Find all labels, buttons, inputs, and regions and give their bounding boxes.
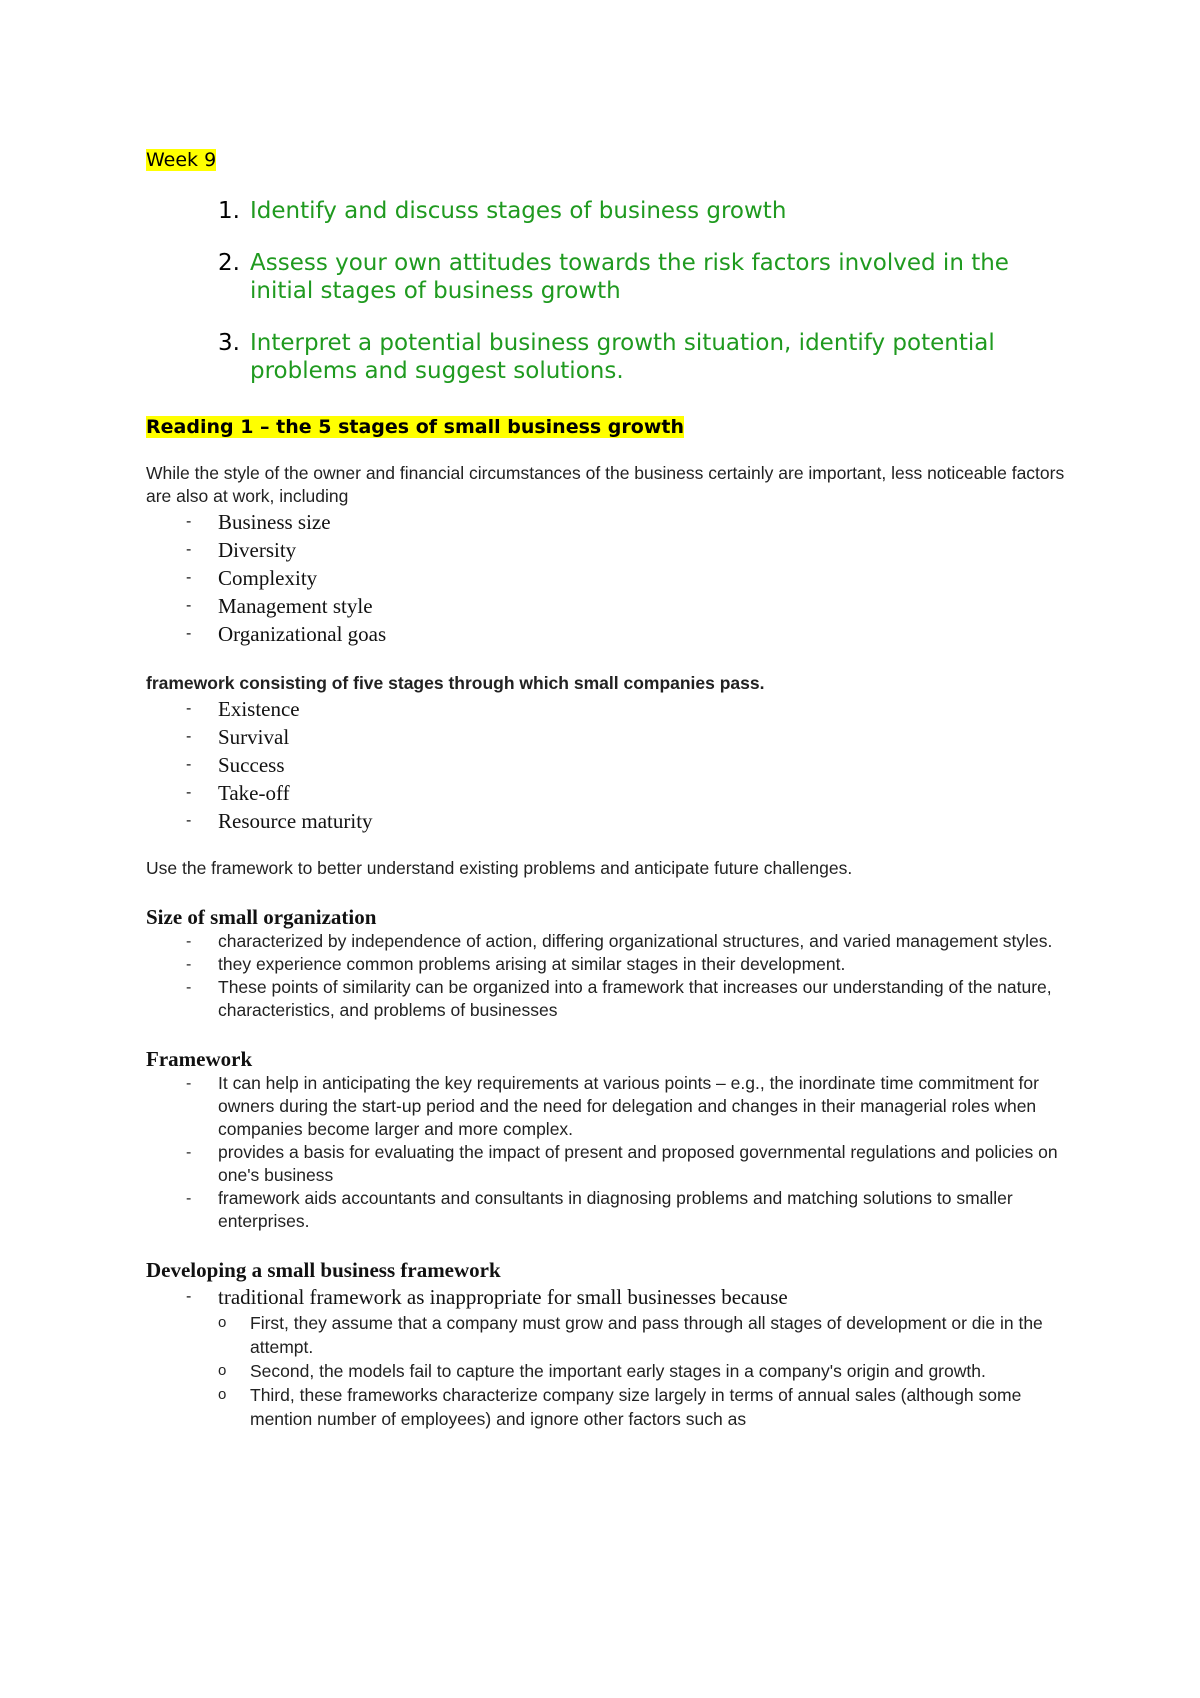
list-item bbox=[186, 1072, 1076, 1141]
dash-marker: - bbox=[186, 569, 192, 586]
intro-paragraph: While the style of the owner and financial circumstances of the business certainly are important, less noticeable factors are also at work, including bbox=[146, 463, 1065, 506]
list-item bbox=[186, 1283, 1076, 1311]
list-item-text: Success bbox=[218, 753, 285, 777]
dash-marker: - bbox=[186, 756, 192, 773]
list-item-text: Diversity bbox=[218, 538, 297, 562]
developing-list bbox=[186, 1283, 1076, 1311]
dash-marker: - bbox=[186, 933, 192, 950]
objective-item bbox=[218, 249, 1076, 305]
list-item-text: Management style bbox=[218, 594, 373, 618]
dash-marker: - bbox=[186, 1075, 192, 1092]
list-item bbox=[186, 751, 1076, 779]
framework-heading: Framework bbox=[146, 1047, 253, 1071]
list-item-text: provides a basis for evaluating the impact of present and proposed governmental regulations and policies on one's business bbox=[218, 1142, 1058, 1185]
framework-points-list bbox=[186, 1072, 1076, 1233]
size-heading: Size of small organization bbox=[146, 905, 377, 929]
sub-list-item bbox=[218, 1383, 1076, 1431]
sub-marker: o bbox=[218, 1362, 227, 1379]
list-item bbox=[186, 592, 1076, 620]
objective-item bbox=[218, 197, 1076, 225]
sub-marker: o bbox=[218, 1314, 227, 1331]
developing-sub-list bbox=[218, 1311, 1076, 1431]
sub-list-item-text: Second, the models fail to capture the important early stages in a company's origin and growth. bbox=[250, 1361, 986, 1381]
list-item-text: characterized by independence of action, differing organizational structures, and varied management styles. bbox=[218, 931, 1053, 951]
list-item-text: Survival bbox=[218, 725, 290, 749]
dash-marker: - bbox=[186, 784, 192, 801]
objective-text: Identify and discuss stages of business growth bbox=[250, 198, 787, 224]
developing-heading: Developing a small business framework bbox=[146, 1258, 501, 1282]
week-heading bbox=[146, 148, 1076, 173]
list-item bbox=[186, 695, 1076, 723]
list-item-text: It can help in anticipating the key requirements at various points – e.g., the inordinate time commitment for owners during the start-up period and the need for delegation and changes in their managerial roles when companies become larger and more complex. bbox=[218, 1073, 1039, 1139]
objective-number: 3. bbox=[218, 330, 240, 356]
list-item-text: Existence bbox=[218, 697, 300, 721]
dash-marker: - bbox=[186, 597, 192, 614]
sub-list-item bbox=[218, 1311, 1076, 1359]
dash-marker: - bbox=[186, 979, 192, 996]
list-item-text: These points of similarity can be organized into a framework that increases our understanding of the nature, characteristics, and problems of businesses bbox=[218, 977, 1052, 1020]
dash-marker: - bbox=[186, 1190, 192, 1207]
reading-heading bbox=[146, 415, 1076, 440]
week-label: Week 9 bbox=[146, 149, 217, 171]
sub-list-item-text: First, they assume that a company must grow and pass through all stages of development or die in the attempt. bbox=[250, 1313, 1043, 1357]
dash-marker: - bbox=[186, 1288, 192, 1305]
sub-marker: o bbox=[218, 1386, 227, 1403]
list-item bbox=[186, 723, 1076, 751]
sub-list-item bbox=[218, 1359, 1076, 1383]
list-item bbox=[186, 564, 1076, 592]
list-item bbox=[186, 536, 1076, 564]
list-item-text: framework aids accountants and consultants in diagnosing problems and matching solutions to smaller enterprises. bbox=[218, 1188, 1013, 1231]
dash-marker: - bbox=[186, 956, 192, 973]
objective-number: 2. bbox=[218, 250, 240, 276]
list-item bbox=[186, 1187, 1076, 1233]
document-content bbox=[146, 148, 1076, 1431]
list-item bbox=[186, 976, 1076, 1022]
framework-intro: framework consisting of five stages through which small companies pass. bbox=[146, 673, 765, 693]
dash-marker: - bbox=[186, 541, 192, 558]
list-item-text: Business size bbox=[218, 510, 331, 534]
list-item-text: Resource maturity bbox=[218, 809, 373, 833]
stages-list bbox=[186, 695, 1076, 835]
list-item bbox=[186, 779, 1076, 807]
list-item bbox=[186, 508, 1076, 536]
use-framework-paragraph: Use the framework to better understand existing problems and anticipate future challenges. bbox=[146, 858, 853, 878]
list-item-text: they experience common problems arising at similar stages in their development. bbox=[218, 954, 846, 974]
list-item-text: Take-off bbox=[218, 781, 290, 805]
list-item bbox=[186, 807, 1076, 835]
list-item-text: Complexity bbox=[218, 566, 318, 590]
list-item bbox=[186, 930, 1076, 953]
factors-list bbox=[186, 508, 1076, 648]
dash-marker: - bbox=[186, 812, 192, 829]
sub-list-item-text: Third, these frameworks characterize company size largely in terms of annual sales (although some mention number of employees) and ignore other factors such as bbox=[250, 1385, 1022, 1429]
reading-title: Reading 1 – the 5 stages of small business growth bbox=[146, 416, 684, 438]
size-points-list bbox=[186, 930, 1076, 1022]
objective-text: Interpret a potential business growth situation, identify potential problems and suggest solutions. bbox=[250, 330, 995, 384]
list-item-text: Organizational goas bbox=[218, 622, 387, 646]
list-item bbox=[186, 1141, 1076, 1187]
dash-marker: - bbox=[186, 513, 192, 530]
dash-marker: - bbox=[186, 700, 192, 717]
list-item-text: traditional framework as inappropriate for small businesses because bbox=[218, 1285, 788, 1309]
dash-marker: - bbox=[186, 1144, 192, 1161]
dash-marker: - bbox=[186, 625, 192, 642]
objective-text: Assess your own attitudes towards the risk factors involved in the initial stages of business growth bbox=[250, 250, 1009, 304]
objectives-list bbox=[218, 197, 1076, 385]
list-item bbox=[186, 620, 1076, 648]
objective-item bbox=[218, 329, 1076, 385]
objective-number: 1. bbox=[218, 198, 240, 224]
dash-marker: - bbox=[186, 728, 192, 745]
list-item bbox=[186, 953, 1076, 976]
